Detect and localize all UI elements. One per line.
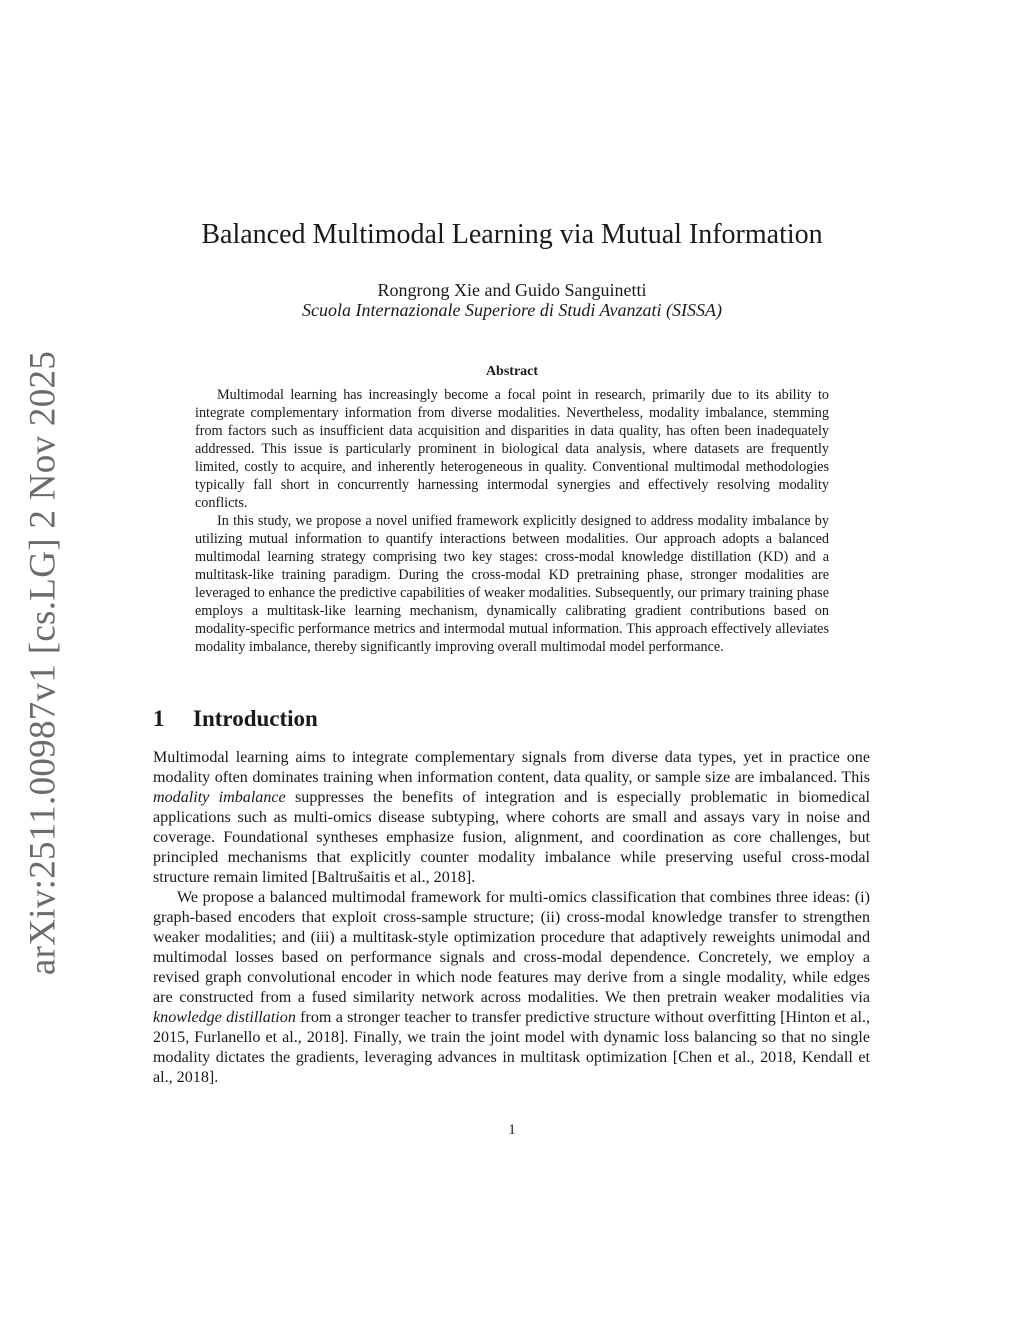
paper-authors: Rongrong Xie and Guido Sanguinetti xyxy=(377,280,647,300)
abstract-paragraph: Multimodal learning has increasingly become a focal point in research, primarily due to its ability to integrate complementary information from diverse modalities. Nevertheless, modality imbalance, stemming from factors such as insufficient data acquisition and disparities in data quality, has often been inadequately addressed. This issue is particularly prominent in biological data analysis, where datasets are frequently limited, costly to acquire, and inherently heterogeneous in quality. Conventional multimodal methodologies typically fall short in concurrently harnessing intermodal synergies and effectively resolving modality conflicts. xyxy=(195,387,829,511)
paragraph-text: Multimodal learning aims to integrate complementary signals from diverse data types, yet in practice one modality often dominates training when information content, data quality, or sample size are imbalanced. This xyxy=(153,749,870,786)
introduction-body xyxy=(153,748,870,1088)
author-affiliation: Scuola Internazionale Superiore di Studi Avanzati (SISSA) xyxy=(302,300,722,320)
emphasized-term: modality imbalance xyxy=(153,789,286,806)
introduction-paragraph xyxy=(153,748,870,888)
paragraph-text: from a stronger teacher to transfer predictive structure without overfitting [Hinton et al., 2015, Furlanello et al., 2018]. Finally, we train the joint model with dynamic loss balancing so that no single modality dictates the gradients, leveraging advances in multitask optimization [Chen et al., 2018, Kendall et al., 2018]. xyxy=(153,1009,870,1086)
abstract-paragraph: In this study, we propose a novel unified framework explicitly designed to address modality imbalance by utilizing mutual information to quantify interactions between modalities. Our approach adopts a balanced multimodal learning strategy comprising two key stages: cross-modal knowledge distillation (KD) and a multitask-like training paradigm. During the cross-modal KD pretraining phase, stronger modalities are leveraged to enhance the predictive capabilities of weaker modalities. Subsequently, our primary training phase employs a multitask-like learning mechanism, dynamically calibrating gradient contributions based on modality-specific performance metrics and intermodal mutual information. This approach effectively alleviates modality imbalance, thereby significantly improving overall multimodal model performance. xyxy=(195,513,829,655)
abstract-body xyxy=(195,386,829,656)
emphasized-term: knowledge distillation xyxy=(153,1009,296,1026)
paragraph-text: suppresses the benefits of integration and is especially problematic in biomedical applications such as multi-omics disease subtyping, where cohorts are small and assays vary in noise and coverage. Foundational syntheses emphasize fusion, alignment, and coordination as core challenges, but principled mechanisms that explicitly counter modality imbalance while preserving useful cross-modal structure remain limited [Baltrušaitis et al., 2018]. xyxy=(153,789,870,886)
arxiv-identifier: arXiv:2511.00987v1 [cs.LG] 2 Nov 2025 xyxy=(22,350,64,976)
paper-title: Balanced Multimodal Learning via Mutual Information xyxy=(201,219,823,250)
abstract-heading: Abstract xyxy=(485,364,539,379)
paragraph-text: We propose a balanced multimodal framework for multi-omics classification that combines three ideas: (i) graph-based encoders that exploit cross-sample structure; (ii) cross-modal knowledge transfer to strengthen weaker modalities; and (iii) a multitask-style optimization procedure that adaptively reweights unimodal and multimodal losses based on performance signals and cross-modal dependence. Concretely, we employ a revised graph convolutional encoder in which node features may derive from a single modality, while edges are constructed from a fused similarity network across modalities. We then pretrain weaker modalities via xyxy=(153,889,870,1006)
section-title: Introduction xyxy=(193,706,318,731)
section-heading-introduction xyxy=(153,706,318,732)
page-number: 1 xyxy=(508,1122,516,1138)
introduction-paragraph xyxy=(153,888,870,1088)
section-number: 1 xyxy=(153,706,165,731)
